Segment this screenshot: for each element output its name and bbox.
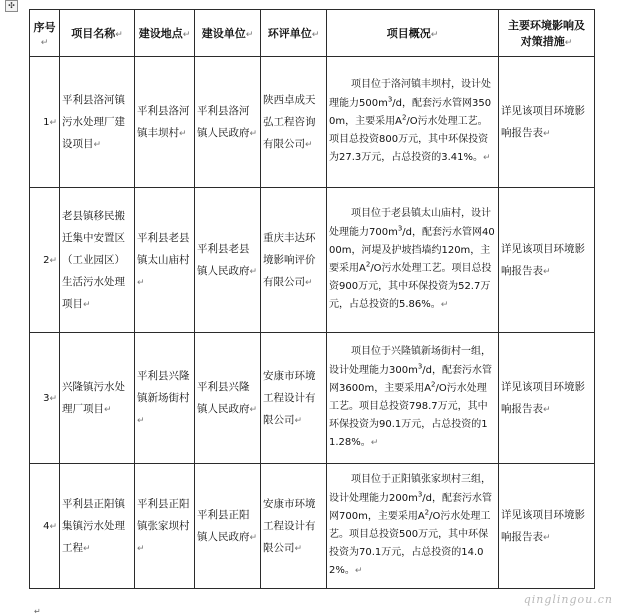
project-table bbox=[29, 9, 595, 589]
header-row bbox=[30, 10, 595, 57]
header-location: 建设地点↵ bbox=[135, 10, 195, 57]
cell-location: 平利县正阳镇张家坝村↵ bbox=[135, 464, 195, 589]
cell-builder: 平利县洛河镇人民政府↵ bbox=[195, 57, 261, 188]
cell-location: 平利县洛河镇丰坝村↵ bbox=[135, 57, 195, 188]
cell-assessor: 重庆丰达环境影响评价有限公司↵ bbox=[261, 188, 327, 333]
header-builder: 建设单位↵ bbox=[195, 10, 261, 57]
cell-name: 平利县洛河镇污水处理厂建设项目↵ bbox=[60, 57, 135, 188]
cell-measures: 详见该项目环境影响报告表↵ bbox=[499, 57, 595, 188]
cell-builder: 平利县正阳镇人民政府↵ bbox=[195, 464, 261, 589]
table-move-handle-icon[interactable]: ✣ bbox=[5, 0, 18, 12]
cell-overview: 项目位于老县镇太山庙村，设计处理能力$700m^3/d$，配套污水管网4000m，河堤及护坡挡墙约120m，主要采用$A^2/O$污水处理工艺。项目总投资900万元，其中环保投资为52.7万元，占总投资的5.86%。↵ bbox=[327, 188, 499, 333]
header-overview: 项目概况↵ bbox=[327, 10, 499, 57]
table-row bbox=[30, 464, 595, 589]
cell-seq: 1↵ bbox=[30, 57, 60, 188]
end-of-cell-mark: ↵ bbox=[34, 607, 41, 616]
cell-seq: 3↵ bbox=[30, 333, 60, 464]
cell-overview: 项目位于洛河镇丰坝村，设计处理能力$500m^3/d$，配套污水管网3500m，主要采用$A^2/O$污水处理工艺。项目总投资800万元，其中环保投资为27.3万元，占总投资的3.41%。↵ bbox=[327, 57, 499, 188]
header-measures: 主要环境影响及 对策措施↵ bbox=[499, 10, 595, 57]
cell-measures: 详见该项目环境影响报告表↵ bbox=[499, 188, 595, 333]
cell-assessor: 陕西卓成天弘工程咨询有限公司↵ bbox=[261, 57, 327, 188]
header-assessor: 环评单位↵ bbox=[261, 10, 327, 57]
table-row bbox=[30, 333, 595, 464]
cell-location: 平利县老县镇太山庙村↵ bbox=[135, 188, 195, 333]
header-seq: 序号↵ bbox=[30, 10, 60, 57]
cell-seq: 4↵ bbox=[30, 464, 60, 589]
cell-overview: 项目位于兴隆镇新场街村一组，设计处理能力$300m^3/d$，配套污水管网3600m，主要采用$A^2/O$污水处理工艺。项目总投资798.7万元，其中环保投资为90.1万元，占总投资的11.28%。↵ bbox=[327, 333, 499, 464]
cell-assessor: 安康市环境工程设计有限公司↵ bbox=[261, 464, 327, 589]
table-row bbox=[30, 57, 595, 188]
header-name: 项目名称↵ bbox=[60, 10, 135, 57]
cell-name: 平利县正阳镇集镇污水处理工程↵ bbox=[60, 464, 135, 589]
cell-measures: 详见该项目环境影响报告表↵ bbox=[499, 464, 595, 589]
cell-overview: 项目位于正阳镇张家坝村三组，设计处理能力$200m^3/d$，配套污水管网700m，主要采用$A^2/O$污水处理工艺。项目总投资500万元，其中环保投资为70.1万元，占总投资的14.02%。↵ bbox=[327, 464, 499, 589]
cell-seq: 2↵ bbox=[30, 188, 60, 333]
cell-builder: 平利县兴隆镇人民政府↵ bbox=[195, 333, 261, 464]
cell-name: 兴隆镇污水处理厂项目↵ bbox=[60, 333, 135, 464]
cell-builder: 平利县老县镇人民政府↵ bbox=[195, 188, 261, 333]
site-watermark: qinglingou.cn bbox=[523, 593, 613, 606]
cell-assessor: 安康市环境工程设计有限公司↵ bbox=[261, 333, 327, 464]
cell-measures: 详见该项目环境影响报告表↵ bbox=[499, 333, 595, 464]
cell-location: 平利县兴隆镇新场街村↵ bbox=[135, 333, 195, 464]
cell-name: 老县镇移民搬迁集中安置区（工业园区）生活污水处理项目↵ bbox=[60, 188, 135, 333]
table-row bbox=[30, 188, 595, 333]
